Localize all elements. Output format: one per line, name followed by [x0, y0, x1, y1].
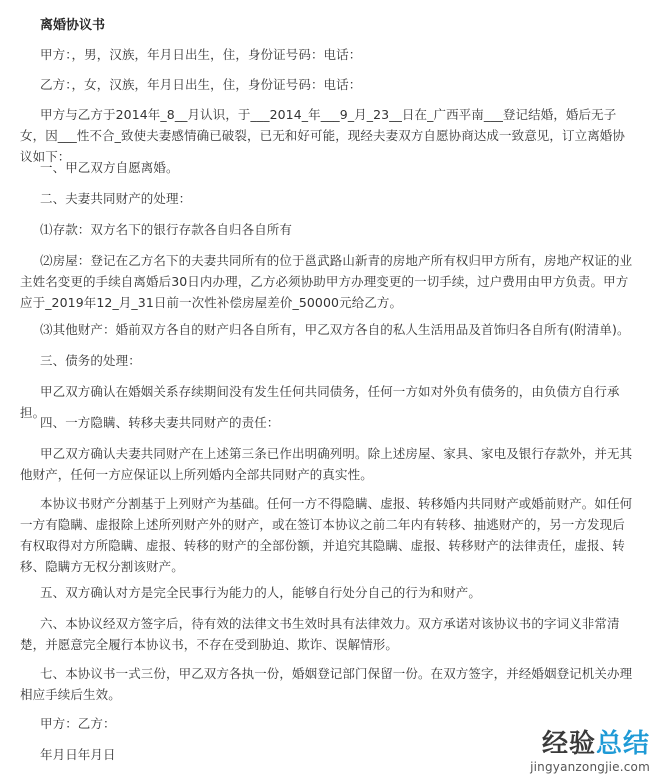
- clause-4-concealment: 本协议书财产分割基于上列财产为基础。任何一方不得隐瞒、虚报、转移婚内共同财产或婚前财产。如任何一方有隐瞒、虚报除上述所列财产外的财产，或在签订本协议之前二年内有转移、抽逃财产的，另一方发现后有权取得对方所隐瞒、虚报、转移的财产的全部份额，并追究其隐瞒、虚报、转移财产的法律责任，虚报、转移、隐瞒方无权分割该财产。: [20, 496, 633, 574]
- watermark-url: jingyanzongjie.com: [530, 760, 650, 774]
- party-a-info: 甲方：，男，汉族，年月日出生，住，身份证号码：电话：: [40, 47, 362, 62]
- date-line: 年月日年月日: [40, 747, 116, 762]
- party-b-info: 乙方：，女，汉族，年月日出生，住，身份证号码：电话：: [40, 77, 362, 92]
- clause-1: 一、甲乙双方自愿离婚。: [40, 160, 179, 175]
- clause-2-housing: ⑵房屋：登记在乙方名下的夫妻共同所有的位于邕武路山新青的房地产所有权归甲方所有，房地产权证的业主姓名变更的手续自离婚后30日内办理，乙方必须协助甲方办理变更的一切手续，过户费用由甲方负责。甲方应于_2019年12_月_31日前一次性补偿房屋差价_50000元给乙方。: [20, 253, 633, 310]
- clause-5: 五、双方确认对方是完全民事行为能力的人，能够自行处分自己的行为和财产。: [40, 585, 482, 600]
- clause-2-deposits: ⑴存款：双方名下的银行存款各自归各自所有: [40, 222, 293, 237]
- watermark-logo: [530, 723, 650, 774]
- watermark-brand-a: 经验: [541, 729, 596, 759]
- clause-6: 六、本协议经双方签字后，待有效的法律文书生效时具有法律效力。双方承诺对该协议书的字词义非常清楚，并愿意完全履行本协议书，不存在受到胁迫、欺诈、误解情形。: [20, 616, 620, 652]
- preamble-paragraph: 甲方与乙方于2014年_8__月认识，于___2014_年___9_月_23__日在_广西平南___登记结婚，婚后无子女，因___性不合_致使夫妻感情确已破裂，已无和好可能，现经夫妻双方自愿协商达成一致意见，订立离婚协议如下：: [20, 107, 626, 164]
- clause-3-heading: 三、债务的处理：: [40, 353, 141, 368]
- clause-2-other-property: ⑶其他财产：婚前双方各自的财产归各自所有，甲乙双方各自的私人生活用品及首饰归各自所有(附清单)。: [40, 322, 630, 337]
- clause-2-heading: 二、夫妻共同财产的处理：: [40, 191, 192, 206]
- clause-4-confirmation: 甲乙双方确认夫妻共同财产在上述第三条已作出明确列明。除上述房屋、家具、家电及银行存款外，并无其他财产，任何一方应保证以上所列婚内全部共同财产的真实性。: [20, 446, 633, 482]
- document-title: 离婚协议书: [40, 18, 106, 33]
- watermark-brand-b: 总结: [595, 729, 650, 759]
- clause-7: 七、本协议书一式三份，甲乙双方各执一份，婚姻登记部门保留一份。在双方签字，并经婚姻登记机关办理相应手续后生效。: [20, 666, 633, 702]
- clause-4-heading: 四、一方隐瞒、转移夫妻共同财产的责任：: [40, 415, 280, 430]
- clause-3-debts: 甲乙双方确认在婚姻关系存续期间没有发生任何共同债务，任何一方如对外负有债务的，由负债方自行承担。: [20, 384, 620, 420]
- signature-line: 甲方：乙方：: [40, 716, 116, 731]
